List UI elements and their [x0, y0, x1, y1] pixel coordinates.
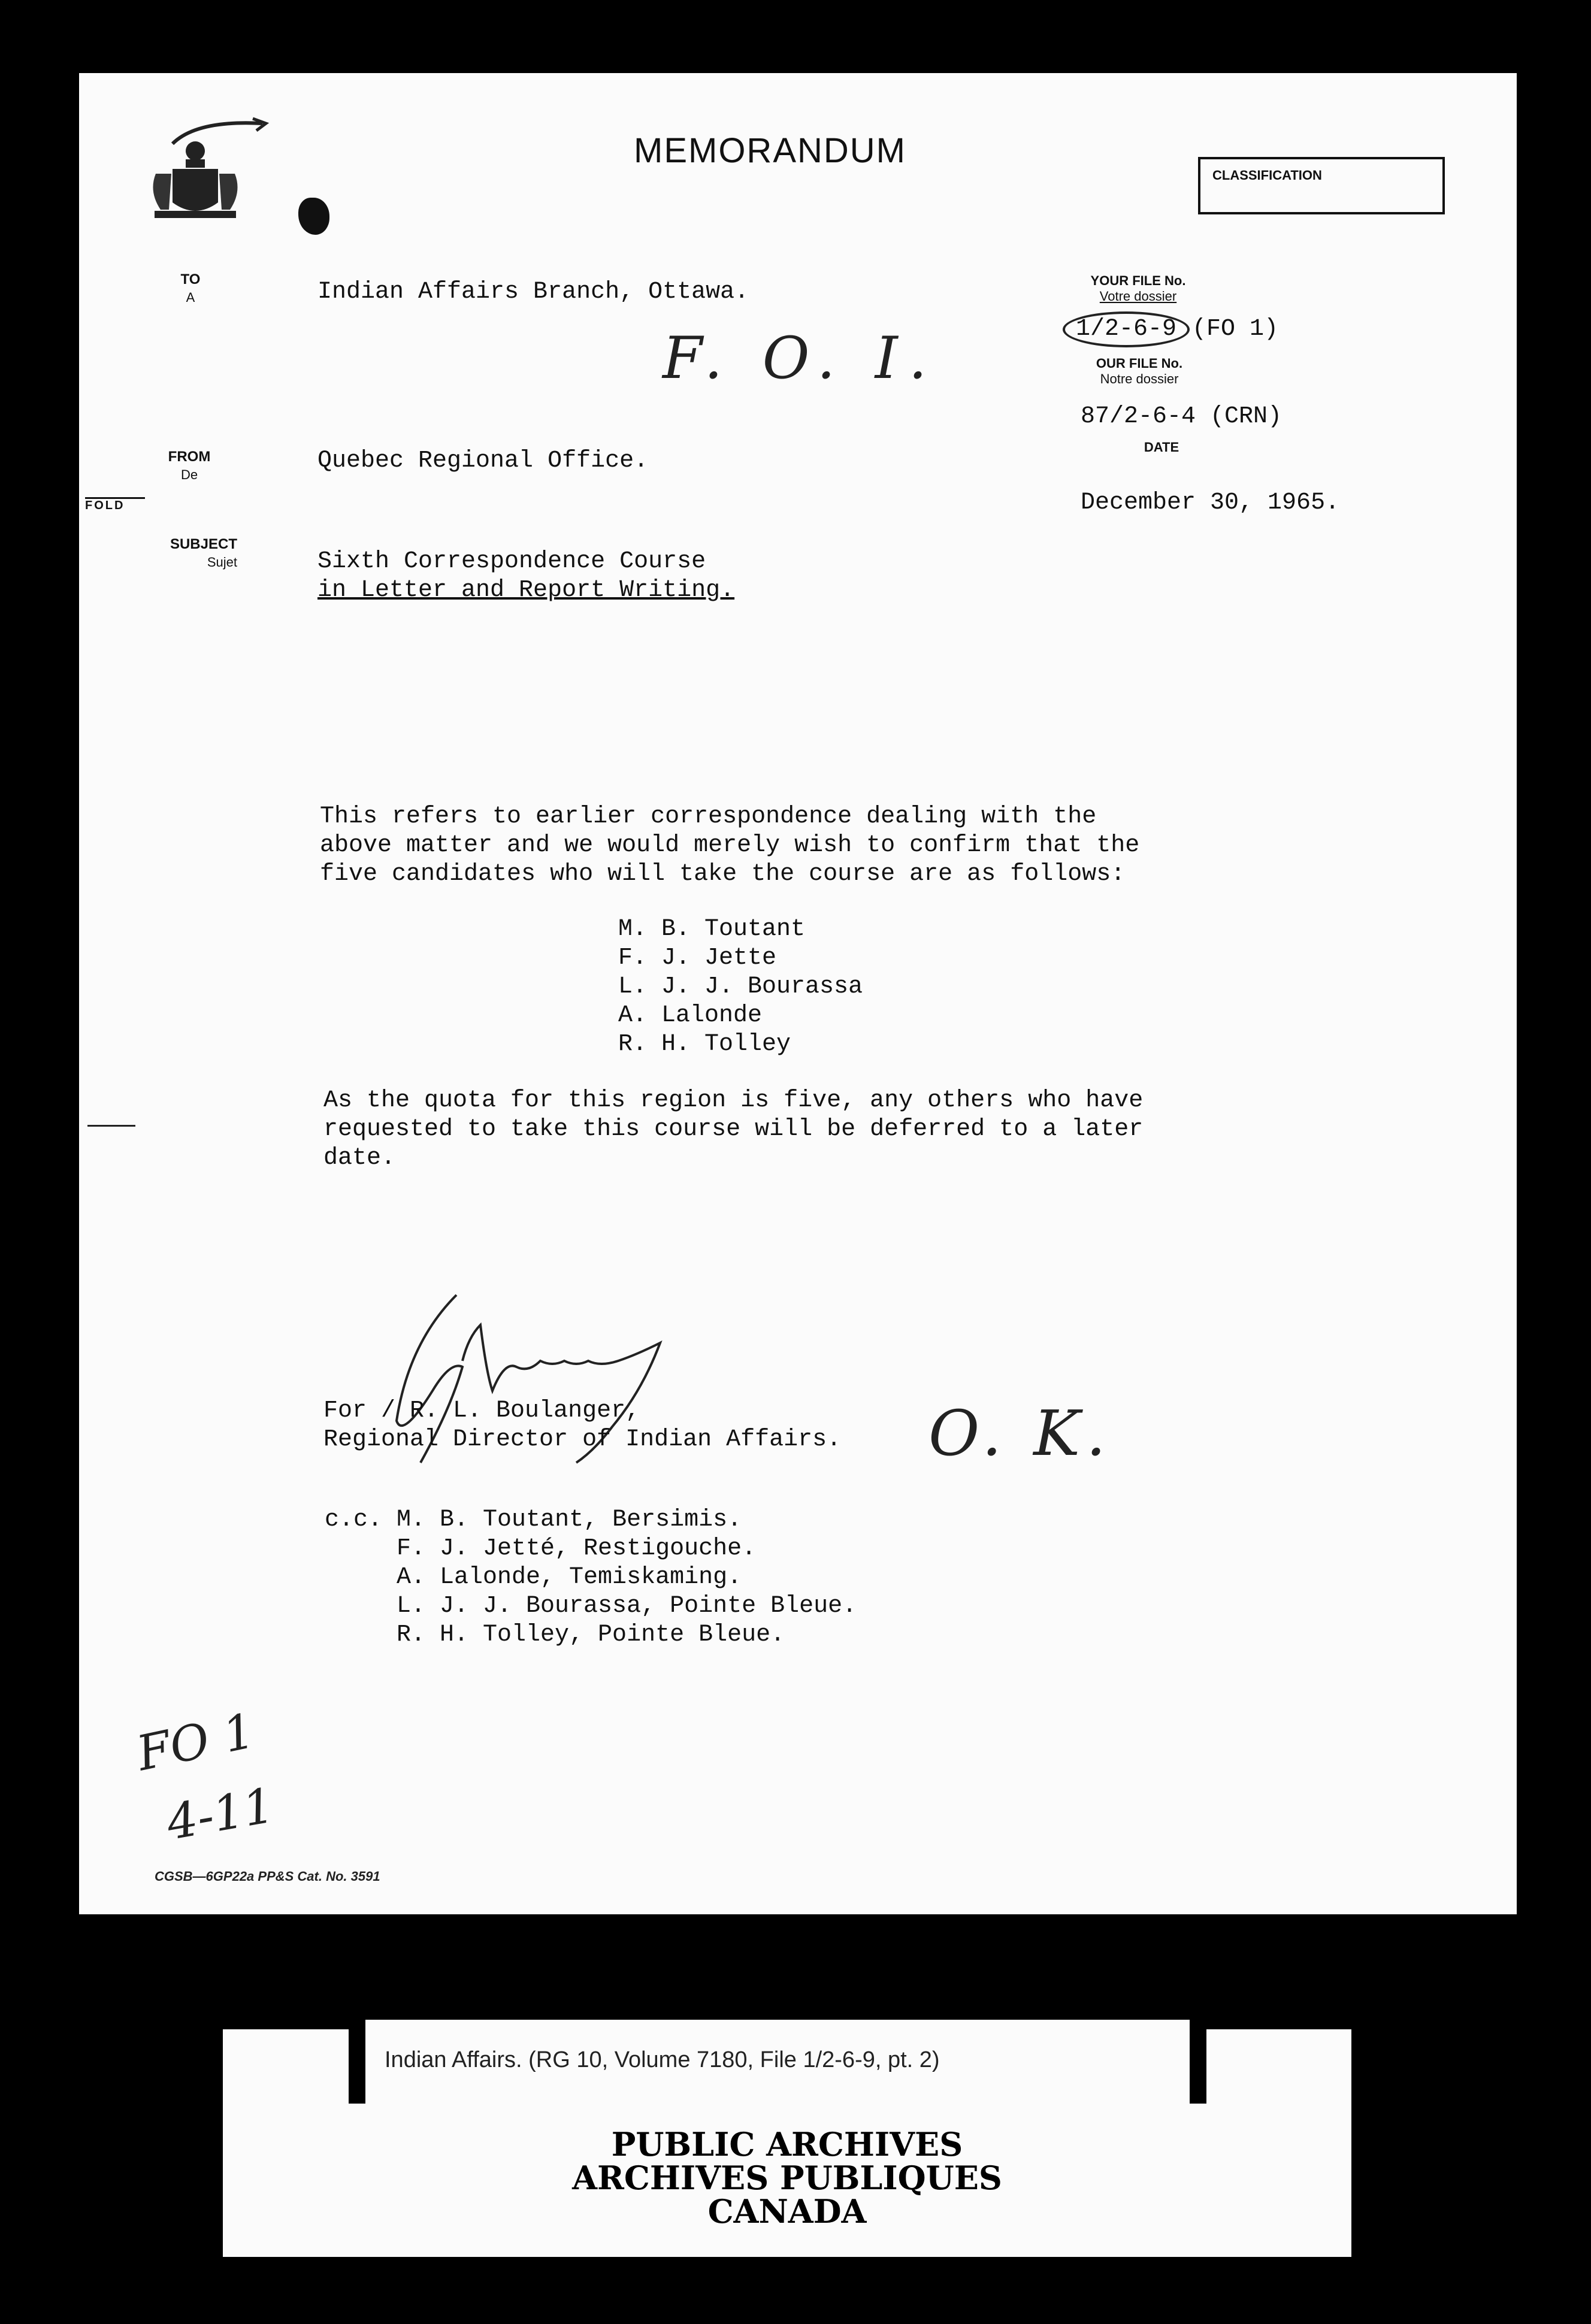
archive-line-2: ARCHIVES PUBLIQUES — [572, 2159, 1002, 2197]
archive-stamp — [223, 2125, 1351, 2231]
to-value: Indian Affairs Branch, Ottawa. — [317, 279, 749, 305]
body-paragraph-1 — [320, 803, 1139, 889]
cc-item: c.c. M. B. Toutant, Bersimis. — [325, 1506, 742, 1533]
body-line: five candidates who will take the course are as follows: — [320, 861, 1126, 888]
archive-card — [223, 2029, 1351, 2257]
list-item: R. H. Tolley — [618, 1031, 791, 1058]
fold-mark: FOLD — [85, 497, 145, 513]
body-paragraph-2 — [323, 1087, 1143, 1173]
cc-item: F. J. Jetté, Restigouche. — [397, 1535, 757, 1562]
body-line: This refers to earlier correspondence dealing with the — [320, 803, 1097, 830]
handwritten-file-note: F. O. I. — [663, 325, 938, 392]
subject-label: SUBJECT Sujet — [170, 536, 237, 570]
list-item: A. Lalonde — [618, 1002, 763, 1029]
cc-item: A. Lalonde, Temiskaming. — [397, 1564, 742, 1591]
from-label: FROM De — [168, 449, 211, 482]
body-line: As the quota for this region is five, any others who have — [323, 1087, 1144, 1114]
candidate-list — [618, 915, 863, 1059]
classification-box — [1198, 157, 1445, 214]
cc-item: R. H. Tolley, Pointe Bleue. — [397, 1621, 785, 1648]
form-number: CGSB—6GP22a PP&S Cat. No. 3591 — [155, 1869, 380, 1884]
your-file-label: YOUR FILE No. Votre dossier — [1090, 273, 1186, 304]
handwritten-note-line-1: FO 1 — [132, 1702, 259, 1782]
our-file-label: OUR FILE No. Notre dossier — [1096, 356, 1183, 386]
archive-reference: Indian Affairs. (RG 10, Volume 7180, File 1/2-6-9, pt. 2) — [385, 2047, 940, 2072]
from-value: Quebec Regional Office. — [317, 447, 649, 474]
ink-blot — [298, 198, 329, 235]
cc-item: L. J. J. Bourassa, Pointe Bleue. — [397, 1593, 857, 1620]
signature-line-1: For / R. L. Boulanger, — [323, 1397, 640, 1424]
our-file-value: 87/2-6-4 (CRN) — [1081, 403, 1283, 430]
classification-label: CLASSIFICATION — [1212, 168, 1322, 183]
body-line: date. — [323, 1145, 396, 1172]
subject-line-1: Sixth Correspondence Course — [317, 548, 706, 575]
archive-line-3: CANADA — [707, 2192, 867, 2231]
archive-ref-box — [349, 2020, 1206, 2104]
archive-line-1: PUBLIC ARCHIVES — [611, 2125, 963, 2163]
memo-title: MEMORANDUM — [634, 131, 906, 170]
date-label: DATE — [1144, 440, 1179, 455]
coat-of-arms-icon — [125, 102, 292, 222]
your-file-row — [1063, 311, 1278, 347]
margin-mark — [87, 1125, 135, 1127]
date-value: December 30, 1965. — [1081, 489, 1340, 516]
your-file-value: 1/2-6-9 — [1063, 311, 1190, 347]
list-item: F. J. Jette — [618, 945, 777, 972]
handwritten-approval: O. K. — [928, 1397, 1112, 1470]
body-line: requested to take this course will be deferred to a later — [323, 1116, 1144, 1143]
signature-line-2: Regional Director of Indian Affairs. — [323, 1426, 842, 1453]
list-item: L. J. J. Bourassa — [618, 973, 863, 1000]
your-file-suffix: (FO 1) — [1192, 316, 1279, 343]
cc-list — [325, 1506, 857, 1650]
memo-page — [79, 73, 1517, 1914]
body-line: above matter and we would merely wish to confirm that the — [320, 832, 1140, 859]
to-label: TO A — [180, 271, 201, 305]
signature-block — [323, 1397, 841, 1454]
subject-line-2: in Letter and Report Writing. — [317, 577, 735, 604]
handwritten-note-line-2: 4-11 — [162, 1777, 279, 1851]
list-item: M. B. Toutant — [618, 916, 806, 943]
